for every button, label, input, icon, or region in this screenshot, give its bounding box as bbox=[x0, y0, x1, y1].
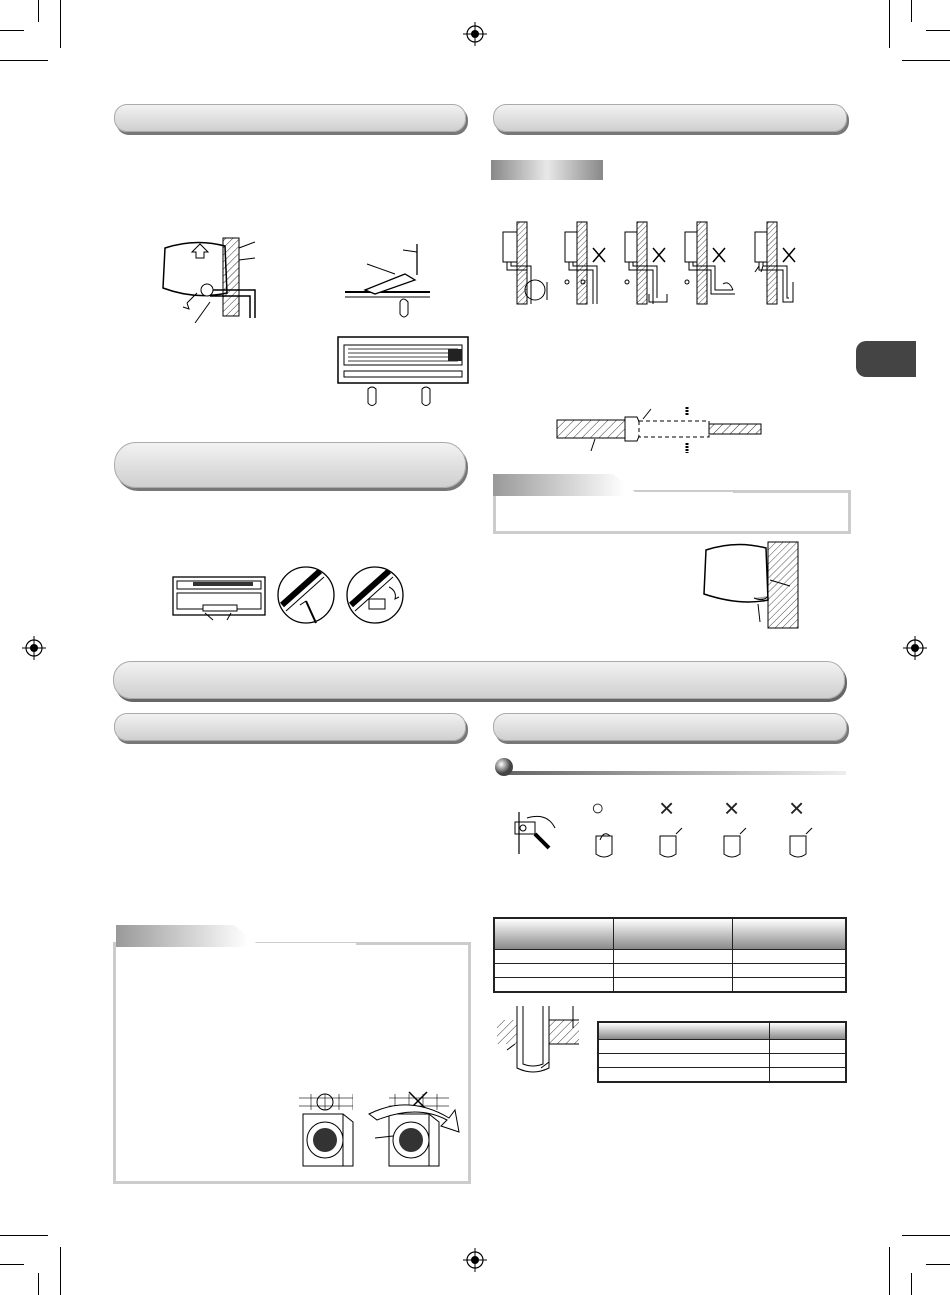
mark-ng: × bbox=[659, 793, 675, 823]
registration-mark-icon bbox=[463, 22, 487, 46]
mark-ok: ○ bbox=[591, 795, 605, 820]
chapter-header-bar bbox=[113, 661, 845, 699]
crop-mark bbox=[911, 0, 912, 22]
pipe-end-illustration bbox=[594, 826, 824, 860]
crop-mark bbox=[889, 1247, 890, 1295]
wall-unit-illustration bbox=[155, 238, 265, 323]
crop-mark bbox=[926, 30, 950, 31]
note-tag bbox=[116, 925, 356, 947]
crop-mark bbox=[38, 0, 39, 22]
subheading-label-box bbox=[491, 160, 603, 180]
wall-unit-side-illustration bbox=[700, 540, 800, 628]
drain-hose-illustration bbox=[497, 222, 809, 310]
crop-mark bbox=[0, 1264, 24, 1265]
crop-mark bbox=[902, 1235, 950, 1236]
pipe-through-block-illustration bbox=[493, 1006, 583, 1078]
crop-mark bbox=[60, 1247, 61, 1295]
drain-extension-illustration bbox=[555, 405, 765, 455]
registration-mark-icon bbox=[903, 636, 927, 660]
mark-ng: × bbox=[724, 793, 740, 823]
hook-release-illustration bbox=[345, 240, 430, 320]
crop-mark bbox=[902, 60, 950, 61]
pipe-cutter-illustration bbox=[505, 810, 560, 860]
crop-mark bbox=[0, 30, 24, 31]
crop-mark bbox=[911, 1273, 912, 1295]
section-header-bar bbox=[493, 713, 847, 741]
section-header-bar bbox=[114, 713, 466, 741]
crop-mark bbox=[0, 1235, 48, 1236]
bullet-heading-icon bbox=[494, 757, 846, 779]
registration-mark-icon bbox=[22, 636, 46, 660]
registration-mark-icon bbox=[463, 1248, 487, 1272]
chapter-side-tab bbox=[856, 341, 916, 377]
section-header-bar bbox=[114, 104, 466, 132]
spec-table bbox=[493, 917, 847, 993]
note-box bbox=[493, 490, 851, 534]
front-panel-illustration bbox=[338, 337, 468, 412]
note-tag bbox=[493, 474, 733, 496]
unit-bottom-illustration bbox=[173, 575, 268, 620]
section-header-bar bbox=[114, 442, 466, 488]
crop-mark bbox=[889, 0, 890, 48]
clip-release-circle-illustration bbox=[345, 565, 407, 627]
mark-ng: × bbox=[789, 793, 805, 823]
torque-table bbox=[597, 1021, 847, 1083]
crop-mark bbox=[60, 0, 61, 48]
crop-mark bbox=[38, 1273, 39, 1295]
screwdriver-circle-illustration bbox=[276, 565, 338, 627]
outdoor-unit-illustration bbox=[297, 1090, 462, 1168]
section-header-bar bbox=[493, 104, 847, 132]
crop-mark bbox=[0, 60, 48, 61]
crop-mark bbox=[926, 1264, 950, 1265]
